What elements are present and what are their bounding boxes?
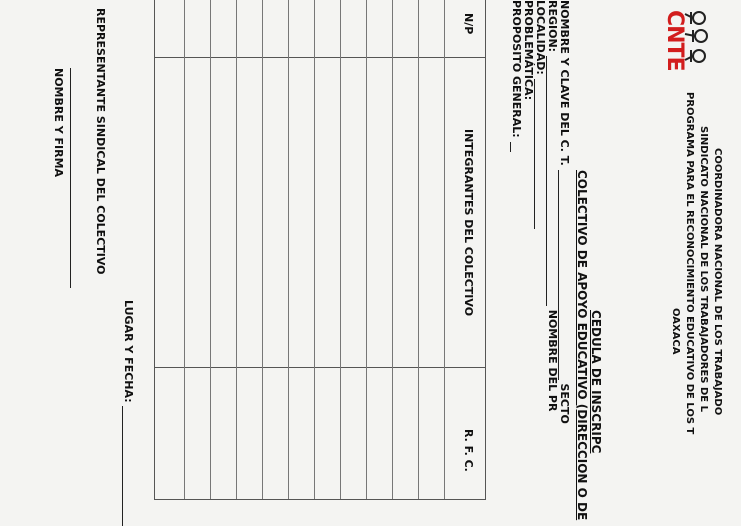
table-row[interactable] (366, 0, 367, 499)
table-row[interactable] (392, 0, 393, 499)
table-row[interactable] (210, 0, 211, 499)
table-row[interactable] (262, 0, 263, 499)
table-row[interactable] (314, 0, 315, 499)
signature-line[interactable] (70, 68, 71, 288)
cnte-logo (651, 4, 711, 74)
column-header-integrantes: INTEGRANTES DEL COLECTIVO (462, 129, 475, 317)
field-proposito-line[interactable] (510, 142, 511, 152)
table-row[interactable] (288, 0, 289, 499)
table-row[interactable] (184, 0, 185, 499)
field-nombre-ct (558, 0, 571, 424)
field-localidad (534, 0, 547, 229)
lugar-fecha-line[interactable] (122, 406, 123, 526)
field-problematica-label: PROBLEMÁTICA: (522, 0, 535, 101)
column-np (155, 0, 485, 58)
field-localidad-label: LOCALIDAD: (534, 0, 547, 75)
lugar-fecha (122, 300, 135, 526)
title-line-2: COLECTIVO DE APOYO EDUCATIVO (DIRECCION O DE (575, 170, 589, 521)
table-row[interactable] (444, 0, 445, 499)
field-region-label: REGION: (546, 0, 559, 53)
field-nombre-pr-label: NOMBRE DEL PR (546, 309, 559, 412)
field-nombre-ct-label: NOMBRE Y CLAVE DEL C. T. (558, 0, 571, 166)
header-line-3: PROGRAMA PARA EL RECONOCIMIENTO EDUCATIVO DE LOS T (684, 92, 695, 435)
table-row[interactable] (236, 0, 237, 499)
nombre-firma-label: NOMBRE Y FIRMA (52, 68, 65, 178)
field-problematica (522, 0, 535, 100)
header-line-1: COORDINADORA NACIONAL DE LOS TRABAJADO (712, 148, 723, 416)
header-line-2: SINDICATO NACIONAL DE LOS TRABAJADORES DE L (698, 126, 709, 412)
table-row[interactable] (418, 0, 419, 499)
column-integrantes (155, 57, 485, 368)
column-header-np: N/P (462, 13, 475, 35)
representante-label: REPRESENTANTE SINDICAL DEL COLECTIVO (94, 8, 107, 275)
field-proposito-label: PROPOSITO GENERAL: (510, 0, 523, 138)
header-line-4: OAXACA (670, 308, 681, 355)
members-table (154, 0, 486, 500)
field-localidad-line[interactable] (534, 79, 535, 229)
field-region (546, 0, 559, 411)
column-header-rfc: R. F. C. (462, 429, 475, 472)
table-row[interactable] (340, 0, 341, 499)
field-proposito (510, 0, 523, 152)
title-line-1: CEDULA DE INSCRIPC (589, 310, 603, 454)
logo-text: CNTE (662, 10, 687, 71)
field-sector-label: SECTO (558, 383, 571, 424)
lugar-fecha-label: LUGAR Y FECHA: (122, 300, 135, 403)
